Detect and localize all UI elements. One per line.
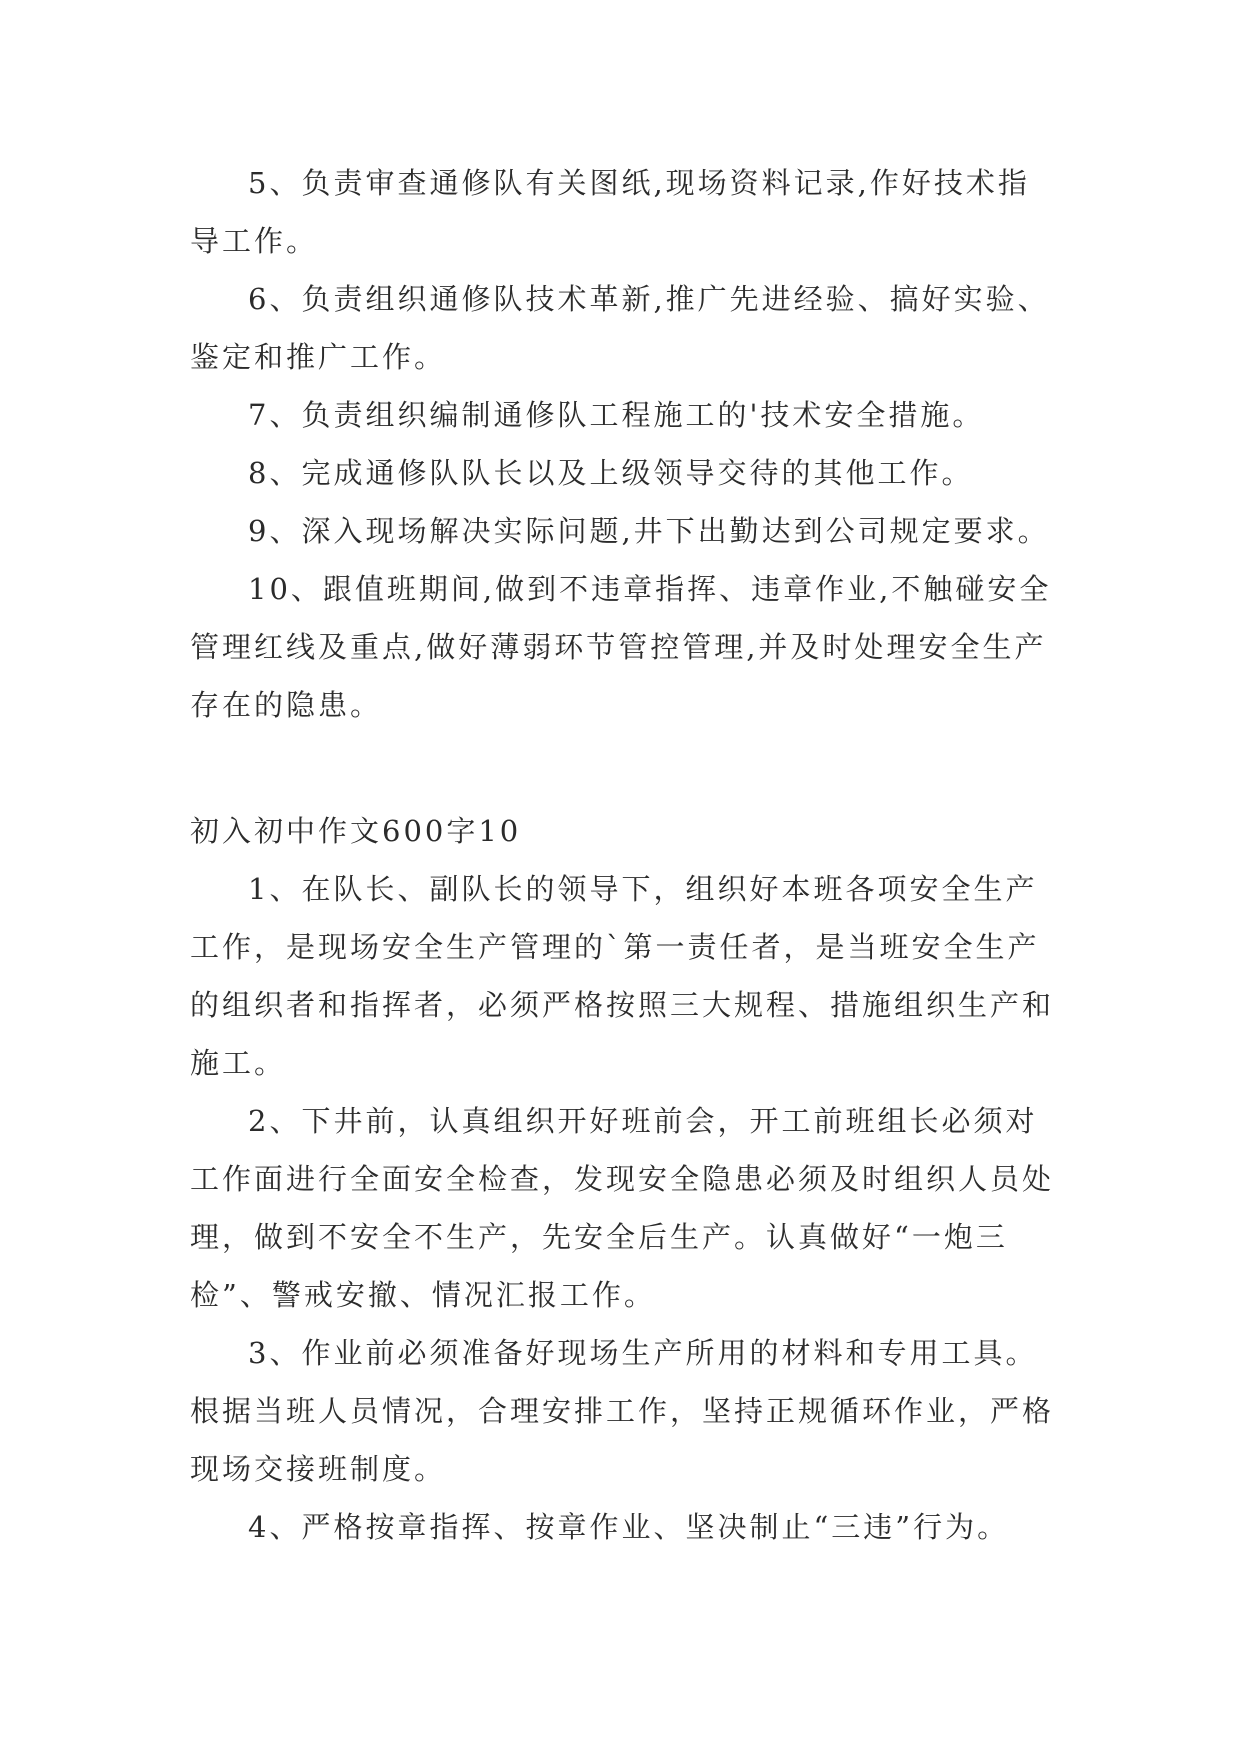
paragraph-shift-duty-4: 4、严格按章指挥、按章作业、坚决制止“三违”行为。: [248, 1510, 1010, 1544]
paragraph-duty-9: 9、深入现场解决实际问题,井下出勤达到公司规定要求。: [248, 514, 1050, 548]
section-gap: [190, 734, 1060, 802]
paragraph-duty-6: 6、负责组织通修队技术革新,推广先进经验、搞好实验、鉴定和推广工作。: [190, 282, 1050, 374]
paragraph-shift-duty-2: 2、下井前，认真组织开好班前会，开工前班组长必须对工作面进行全面安全检查，发现安全隐患必须及时组织人员处理，做到不安全不生产，先安全后生产。认真做好“一炮三检”、警戒安撤、情况汇报工作。: [190, 1104, 1055, 1312]
paragraph-duty-10: 10、跟值班期间,做到不违章指挥、违章作业,不触碰安全管理红线及重点,做好薄弱环节管控管理,并及时处理安全生产存在的隐患。: [190, 572, 1052, 722]
paragraph-duty-8: 8、完成通修队队长以及上级领导交待的其他工作。: [248, 456, 974, 490]
paragraph-shift-duty-1: 1、在队长、副队长的领导下，组织好本班各项安全生产工作，是现场安全生产管理的`第一责任者，是当班安全生产的组织者和指挥者，必须严格按照三大规程、措施组织生产和施工。: [190, 872, 1055, 1080]
paragraph-shift-duty-3: 3、作业前必须准备好现场生产所用的材料和专用工具。根据当班人员情况，合理安排工作，坚持正规循环作业，严格现场交接班制度。: [190, 1336, 1055, 1486]
document-body: [190, 154, 1060, 1556]
section-heading: 初入初中作文600字10: [190, 814, 522, 848]
paragraph-duty-5: 5、负责审查通修队有关图纸,现场资料记录,作好技术指导工作。: [190, 166, 1030, 258]
paragraph-duty-7: 7、负责组织编制通修队工程施工的'技术安全措施。: [248, 398, 985, 432]
